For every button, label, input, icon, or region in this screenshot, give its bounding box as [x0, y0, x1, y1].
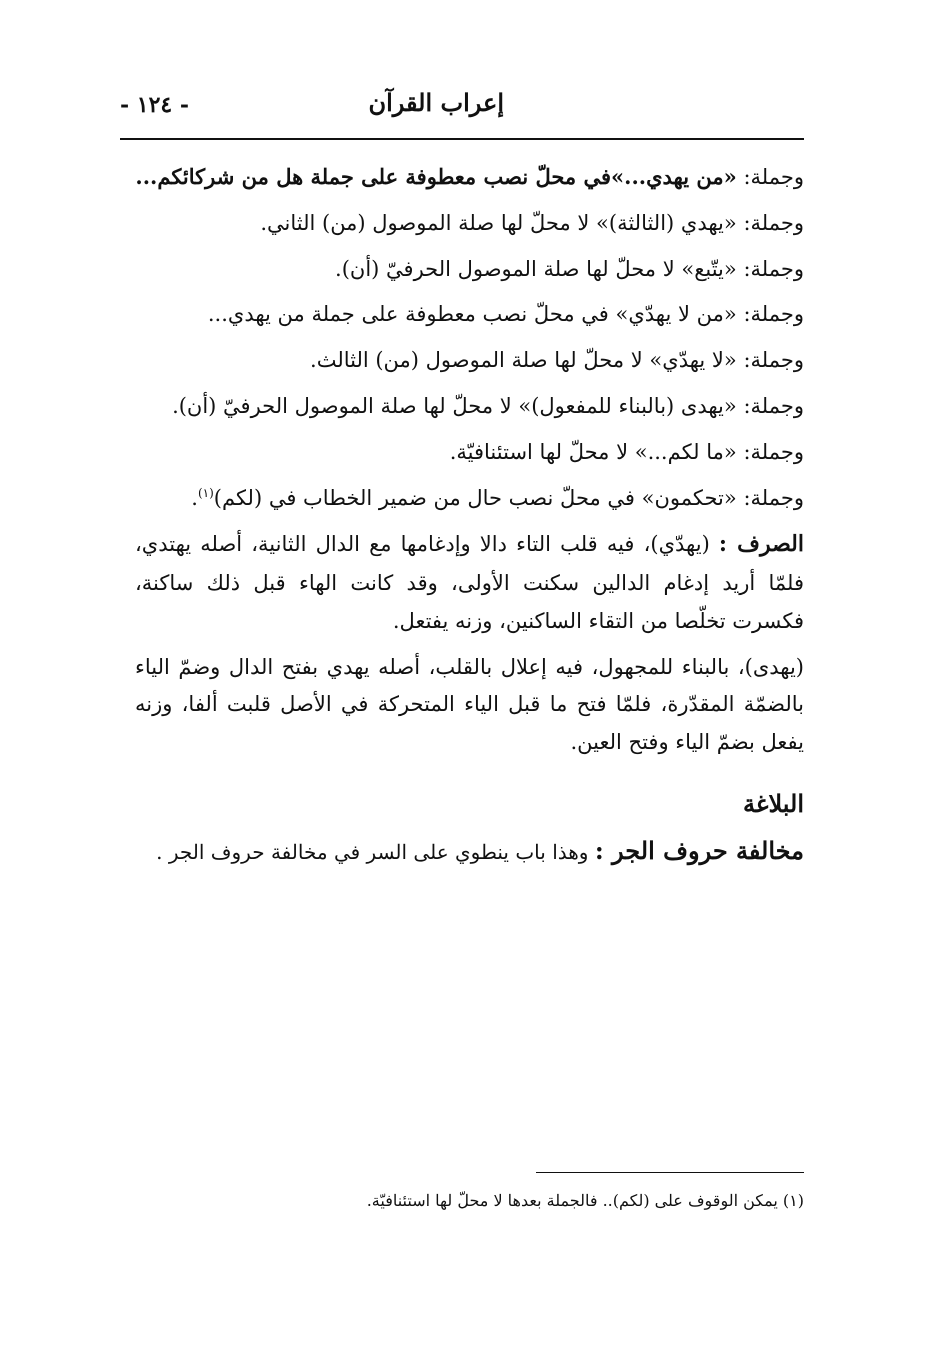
paragraph-prefix: وجملة: [743, 302, 804, 327]
paragraph-text: «ما لكم...» لا محلّ لها استئنافيّة. [449, 439, 737, 464]
footnote-rule [536, 1172, 804, 1173]
paragraph-prefix: وجملة: [743, 256, 804, 281]
paragraph-prefix: وجملة: [743, 439, 804, 464]
irab-paragraph [135, 342, 804, 380]
sarf-text-2: (يهدى)، بالبناء للمجهول، فيه إعلال بالقلب، أصله يهدي بفتح الدال وضمّ الياء بالضمّة المقدّرة، فلمّا فتح ما قبل الياء المتحركة في الأصل قلبت ألفا، وزنه يفعل بضمّ الياء وفتح العين. [135, 654, 804, 755]
paragraph-prefix: وجملة: [743, 393, 804, 418]
paragraph-text: «من لا يهدّي» في محلّ نصب معطوفة على جملة من يهدي... [207, 302, 737, 327]
paragraph-suffix: . [191, 485, 198, 510]
irab-paragraph [135, 251, 804, 289]
footnote-ref: (١) [197, 485, 214, 500]
sarf-paragraph-2 [135, 649, 804, 762]
irab-paragraph [135, 388, 804, 426]
sarf-text: (يهدّي)، فيه قلب التاء دالا وإدغامها مع الدال الثانية، أصله يهتدي، فلمّا أريد إدغام الدالين سكنت الأولى، وقد كانت الهاء قبل ذلك ساكنة، فكسرت تخلّصا من التقاء الساكنين، وزنه يفتعل. [135, 532, 804, 633]
page-title: إعراب القرآن [368, 88, 504, 117]
sarf-paragraph [135, 525, 804, 640]
paragraph-prefix: وجملة: [743, 210, 804, 235]
irab-paragraph [135, 296, 804, 334]
irab-paragraph [135, 205, 804, 243]
page-number: - ١٢٤ - [120, 92, 190, 118]
paragraph-prefix: وجملة: [743, 165, 804, 189]
sarf-label: الصرف : [718, 531, 804, 558]
irab-paragraph [135, 158, 804, 197]
header-rule [120, 138, 804, 140]
balagha-label: مخالفة حروف الجر : [594, 836, 804, 866]
irab-paragraph [135, 480, 804, 518]
balagha-paragraph [135, 829, 804, 872]
paragraph-text: «تحكمون» في محلّ نصب حال من ضمير الخطاب في (لكم) [213, 485, 737, 510]
footnote: (١) يمكن الوقوف على (لكم).. فالجملة بعدها لا محلّ لها استئنافيّة. [366, 1191, 804, 1210]
paragraph-text: «يتّبع» لا محلّ لها صلة الموصول الحرفيّ (أن). [335, 256, 737, 281]
page-header [120, 88, 804, 140]
balagha-heading: البلاغة [743, 788, 804, 818]
paragraph-prefix: وجملة: [743, 485, 804, 510]
balagha-text: وهذا باب ينطوي على السر في مخالفة حروف الجر . [156, 840, 589, 865]
paragraph-text: «من يهدي...»في محلّ نصب معطوفة على جملة هل من شركائكم... [135, 164, 737, 189]
paragraph-text: «يهدي (الثالثة)» لا محلّ لها صلة الموصول (من) الثاني. [260, 210, 737, 235]
page-body [135, 158, 804, 872]
paragraph-text: «لا يهدّي» لا محلّ لها صلة الموصول (من) الثالث. [310, 348, 737, 373]
paragraph-text: «يهدى (بالبناء للمفعول)» لا محلّ لها صلة الموصول الحرفيّ (أن). [172, 393, 737, 418]
irab-paragraph [135, 434, 804, 472]
paragraph-prefix: وجملة: [743, 348, 804, 373]
